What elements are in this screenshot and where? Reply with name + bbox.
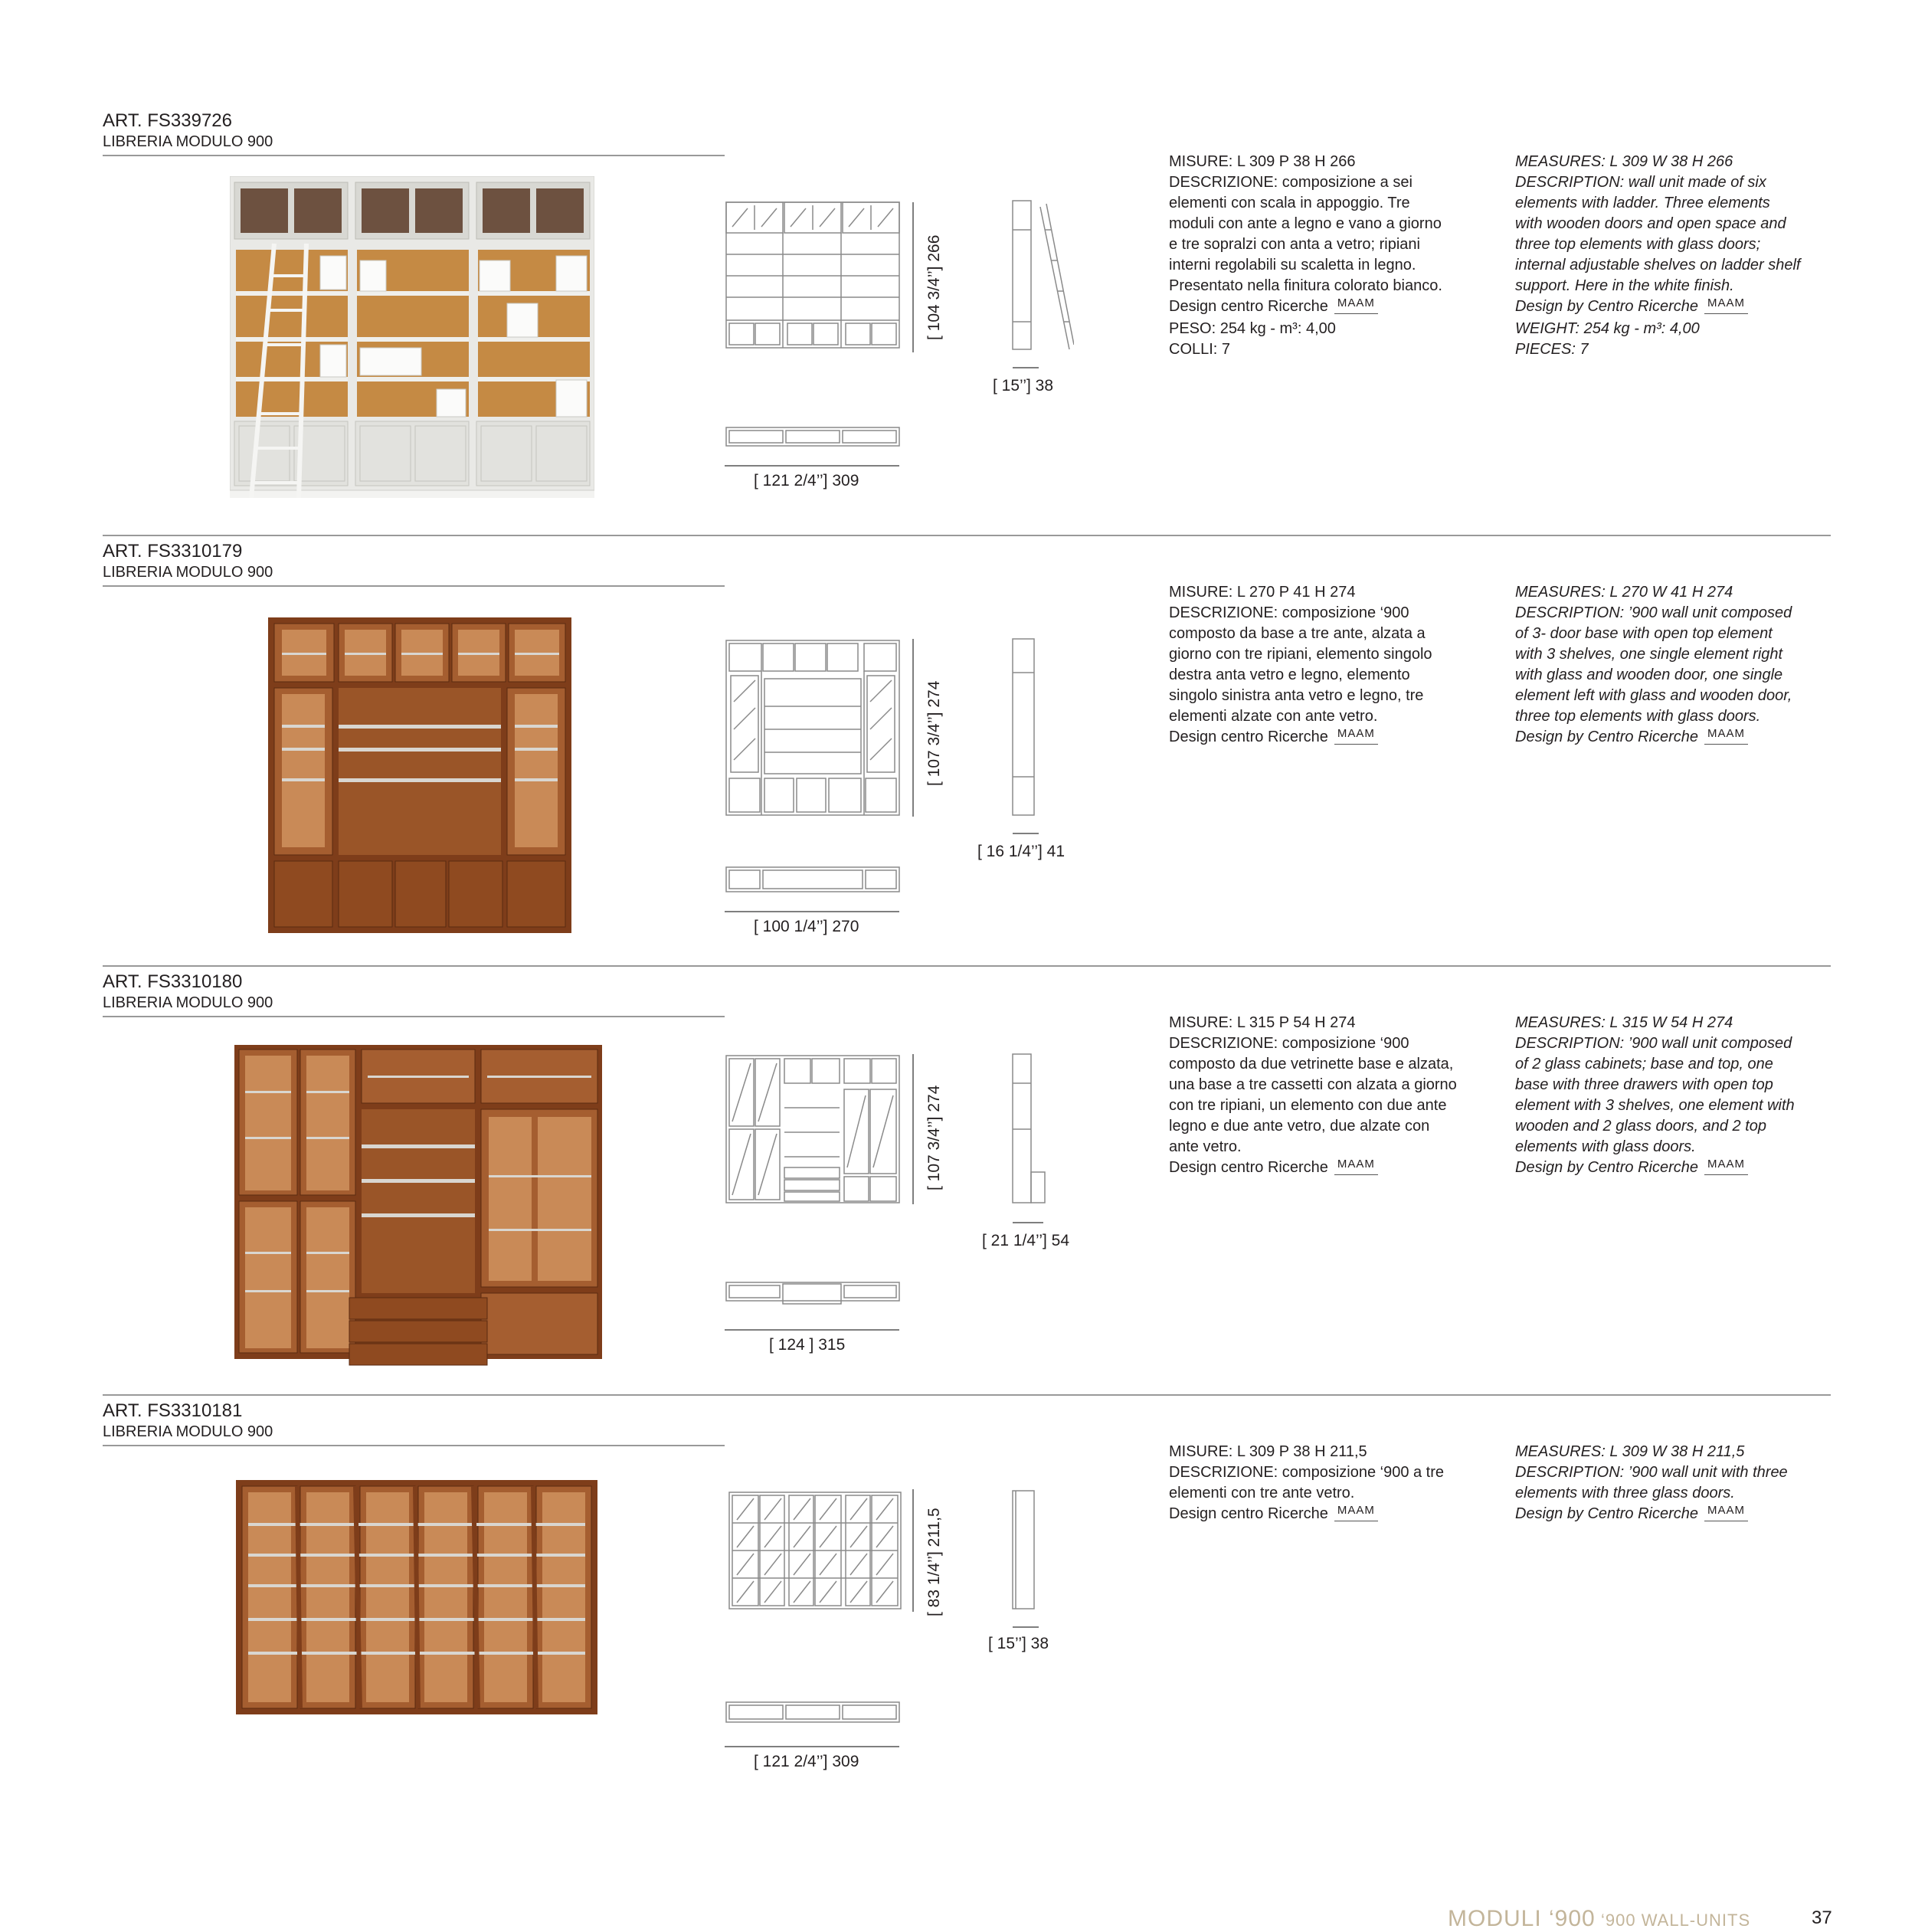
english-description (1515, 582, 1792, 749)
spec-line: DESCRIPTION: ’900 wall unit composed (1515, 1035, 1792, 1052)
spec-line: MEASURES: L 270 W 41 H 274 (1515, 584, 1733, 601)
product-section-2 (0, 541, 1915, 971)
design-line: Design centro Ricerche MAAM (1169, 296, 1442, 319)
article-name: LIBRERIA MODULO 900 (103, 994, 273, 1011)
design-line: Design centro Ricerche MAAM (1169, 727, 1432, 749)
height-dimension-label: [ 83 1/4’’] 211,5 (925, 1508, 943, 1616)
spec-line: with wooden doors and open space and (1515, 215, 1786, 232)
side-view-drawing (1010, 637, 1037, 818)
width-dimension-line (725, 910, 899, 913)
weight-line: PESO: 254 kg - m³: 4,00 (1169, 320, 1336, 337)
spec-line: element left with glass and wooden door, (1515, 687, 1792, 704)
spec-line: interni regolabili su scaletta in legno. (1169, 257, 1416, 273)
header-rule (103, 1016, 725, 1017)
maam-logo: MAAM (1704, 1154, 1748, 1175)
italian-description (1169, 152, 1442, 360)
maam-logo: MAAM (1334, 293, 1378, 314)
top-view-drawing (725, 1281, 901, 1305)
design-line: Design centro Ricerche MAAM (1169, 1158, 1457, 1180)
width-dimension-label: [ 100 1/4’’] 270 (754, 918, 859, 935)
side-view-drawing (1010, 1489, 1037, 1612)
spec-line: DESCRIZIONE: composizione ‘900 a tre (1169, 1464, 1445, 1481)
product-photo (230, 176, 594, 498)
side-view-drawing (1010, 199, 1074, 352)
height-dimension-line (912, 1054, 915, 1204)
maam-logo: MAAM (1334, 1154, 1378, 1175)
spec-line: elements with glass doors. (1515, 1138, 1696, 1155)
top-view-drawing (725, 1701, 901, 1724)
italian-description (1169, 1442, 1444, 1526)
spec-line: ante vetro. (1169, 1138, 1242, 1155)
spec-line: singolo sinistra anta vetro e legno, tre (1169, 687, 1424, 704)
design-line: Design by Centro Ricerche MAAM (1515, 1158, 1795, 1180)
product-section-4 (0, 1400, 1915, 1831)
footer-subtitle: ‘900 WALL-UNITS (1601, 1911, 1751, 1930)
article-code: ART. FS3310180 (103, 971, 243, 992)
spec-line: Presentato nella finitura colorato bianco. (1169, 277, 1442, 294)
spec-line: DESCRIPTION: ’900 wall unit with three (1515, 1464, 1788, 1481)
product-photo (268, 617, 571, 933)
spec-line: MISURE: L 309 P 38 H 211,5 (1169, 1443, 1367, 1460)
pieces-line: COLLI: 7 (1169, 341, 1231, 358)
page-footer (1448, 1906, 1835, 1929)
width-dimension-line (725, 1745, 899, 1748)
section-divider (103, 965, 1831, 967)
spec-line: giorno con tre ripiani, elemento singolo (1169, 646, 1432, 663)
header-rule (103, 585, 725, 587)
depth-dimension-line (1013, 366, 1039, 369)
design-line: Design by Centro Ricerche MAAM (1515, 1504, 1788, 1526)
italian-description (1169, 582, 1432, 749)
spec-line: DESCRIZIONE: composizione ‘900 (1169, 1035, 1409, 1052)
spec-line: composto da base a tre ante, alzata a (1169, 625, 1426, 642)
top-view-drawing (725, 426, 901, 447)
design-line: Design by Centro Ricerche MAAM (1515, 296, 1800, 319)
product-photo (236, 1480, 597, 1714)
spec-line: wooden and 2 glass doors, and 2 top (1515, 1118, 1767, 1135)
width-dimension-line (725, 464, 899, 467)
pieces-line: PIECES: 7 (1515, 341, 1589, 358)
width-dimension-label: [ 124 ] 315 (769, 1336, 846, 1354)
spec-line: DESCRIPTION: ’900 wall unit composed (1515, 604, 1792, 621)
front-view-drawing (725, 199, 901, 352)
weight-line: WEIGHT: 254 kg - m³: 4,00 (1515, 320, 1700, 337)
spec-line: elements with ladder. Three elements (1515, 195, 1770, 211)
section-divider (103, 1394, 1831, 1396)
page-number: 37 (1812, 1907, 1832, 1928)
depth-dimension-line (1013, 832, 1039, 835)
spec-line: with 3 shelves, one single element right (1515, 646, 1783, 663)
width-dimension-label: [ 121 2/4’’] 309 (754, 1753, 859, 1770)
maam-logo: MAAM (1334, 1500, 1378, 1521)
spec-line: elementi con scala in appoggio. Tre (1169, 195, 1410, 211)
maam-logo: MAAM (1704, 723, 1748, 745)
front-view-drawing (725, 1053, 901, 1206)
height-dimension-label: [ 104 3/4’’] 266 (925, 234, 943, 340)
side-view-drawing (1008, 1053, 1049, 1206)
depth-dimension-line (1013, 1221, 1043, 1224)
spec-line: of 3- door base with open top element (1515, 625, 1773, 642)
maam-logo: MAAM (1334, 723, 1378, 745)
spec-line: con tre ripiani, un elemento con due ante (1169, 1097, 1447, 1114)
spec-line: elementi con tre ante vetro. (1169, 1485, 1355, 1501)
spec-line: MEASURES: L 309 W 38 H 211,5 (1515, 1443, 1745, 1460)
height-dimension-line (912, 1489, 915, 1612)
product-section-3 (0, 971, 1915, 1402)
depth-dimension-label: [ 15’’] 38 (993, 377, 1054, 395)
article-name: LIBRERIA MODULO 900 (103, 133, 273, 150)
spec-line: moduli con ante a legno e vano a giorno (1169, 215, 1442, 232)
spec-line: with glass and wooden door, one single (1515, 666, 1783, 683)
spec-line: MISURE: L 315 P 54 H 274 (1169, 1014, 1356, 1031)
article-code: ART. FS3310179 (103, 541, 243, 562)
italian-description (1169, 1013, 1457, 1180)
spec-line: three top elements with glass doors; (1515, 236, 1761, 253)
spec-line: internal adjustable shelves on ladder shelf (1515, 257, 1801, 273)
spec-line: DESCRIZIONE: composizione a sei (1169, 174, 1413, 191)
article-code: ART. FS339726 (103, 110, 232, 131)
height-dimension-line (912, 202, 915, 352)
maam-logo: MAAM (1704, 293, 1748, 314)
spec-line: una base a tre cassetti con alzata a giorno (1169, 1076, 1457, 1093)
spec-line: element with 3 shelves, one element with (1515, 1097, 1795, 1114)
english-description (1515, 1442, 1788, 1526)
english-description (1515, 152, 1800, 360)
product-section-1 (0, 110, 1915, 541)
width-dimension-line (725, 1328, 899, 1331)
spec-line: of 2 glass cabinets; base and top, one (1515, 1056, 1773, 1072)
design-line: Design by Centro Ricerche MAAM (1515, 727, 1792, 749)
width-dimension-label: [ 121 2/4’’] 309 (754, 472, 859, 490)
spec-line: DESCRIZIONE: composizione ‘900 (1169, 604, 1409, 621)
spec-line: MISURE: L 309 P 38 H 266 (1169, 153, 1356, 170)
header-rule (103, 1445, 725, 1446)
section-divider (103, 535, 1831, 536)
depth-dimension-label: [ 21 1/4’’] 54 (982, 1232, 1070, 1249)
product-photo (233, 1045, 604, 1374)
depth-dimension-label: [ 15’’] 38 (988, 1635, 1049, 1652)
height-dimension-label: [ 107 3/4’’] 274 (925, 1085, 943, 1190)
spec-line: MISURE: L 270 P 41 H 274 (1169, 584, 1356, 601)
spec-line: composto da due vetrinette base e alzata, (1169, 1056, 1454, 1072)
maam-logo: MAAM (1704, 1500, 1748, 1521)
spec-line: destra anta vetro e legno, elemento (1169, 666, 1410, 683)
depth-dimension-line (1013, 1626, 1039, 1629)
article-code: ART. FS3310181 (103, 1400, 243, 1421)
depth-dimension-label: [ 16 1/4’’] 41 (977, 843, 1066, 860)
spec-line: MEASURES: L 309 W 38 H 266 (1515, 153, 1733, 170)
spec-line: three top elements with glass doors. (1515, 708, 1761, 725)
spec-line: e tre sopralzi con anta a vetro; ripiani (1169, 236, 1420, 253)
spec-line: base with three drawers with open top (1515, 1076, 1773, 1093)
article-name: LIBRERIA MODULO 900 (103, 564, 273, 581)
spec-line: DESCRIPTION: wall unit made of six (1515, 174, 1766, 191)
front-view-drawing (728, 1489, 902, 1612)
height-dimension-line (912, 639, 915, 817)
height-dimension-label: [ 107 3/4’’] 274 (925, 680, 943, 786)
top-view-drawing (725, 866, 901, 893)
english-description (1515, 1013, 1795, 1180)
spec-line: elementi alzate con ante vetro. (1169, 708, 1378, 725)
footer-title: MODULI ‘900 (1448, 1906, 1596, 1931)
header-rule (103, 155, 725, 156)
spec-line: MEASURES: L 315 W 54 H 274 (1515, 1014, 1733, 1031)
front-view-drawing (725, 637, 901, 818)
spec-line: elements with three glass doors. (1515, 1485, 1735, 1501)
article-name: LIBRERIA MODULO 900 (103, 1423, 273, 1440)
spec-line: support. Here in the white finish. (1515, 277, 1734, 294)
design-line: Design centro Ricerche MAAM (1169, 1504, 1444, 1526)
spec-line: legno e due ante vetro, due alzate con (1169, 1118, 1430, 1135)
